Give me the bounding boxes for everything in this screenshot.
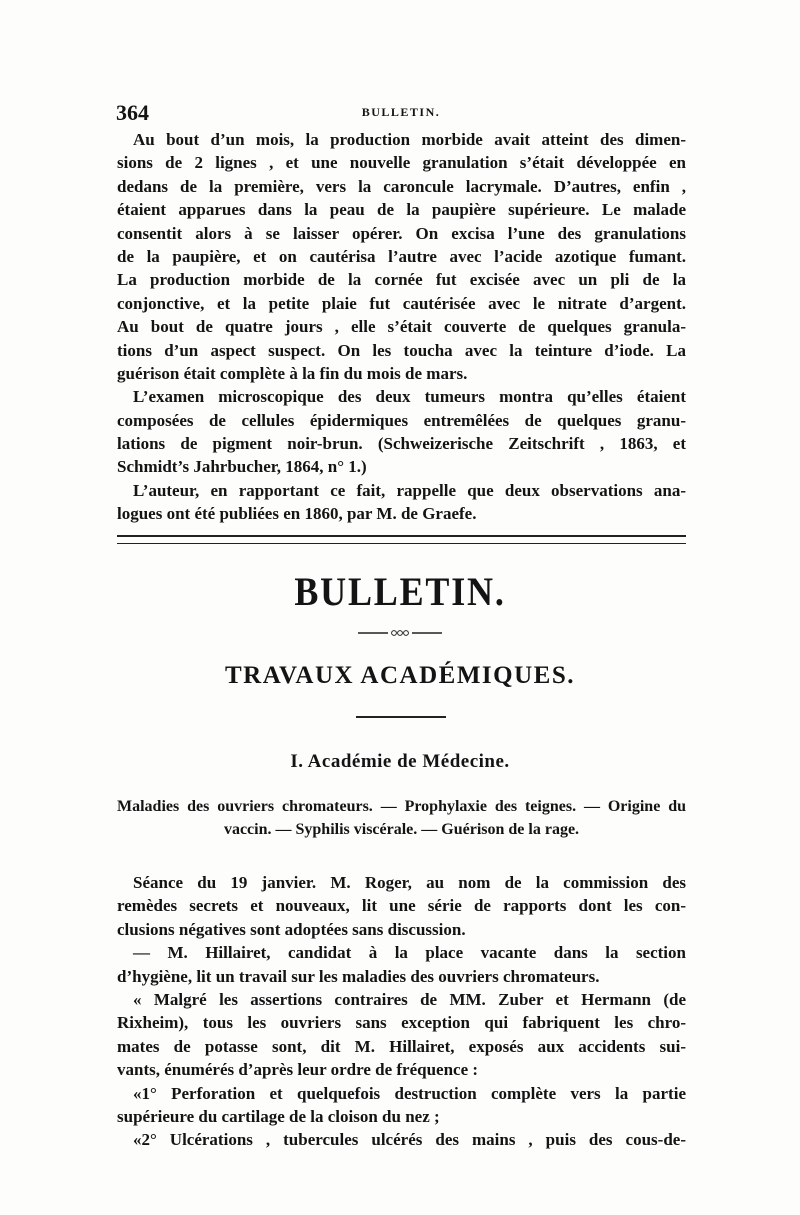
text-line: conjonctive, et la petite plaie fut cautérisée avec le nitrate d’argent. <box>117 293 686 313</box>
section-title: TRAVAUX ACADÉMIQUES. <box>225 662 575 689</box>
double-rule-divider <box>117 535 686 544</box>
text-line: Schmidt’s Jahrbucher, 1864, n° 1.) <box>117 457 367 477</box>
text-line: L’auteur, en rapportant ce fait, rappelle que deux observations ana- <box>133 480 686 500</box>
text-line: Séance du 19 janvier. M. Roger, au nom de la commission des <box>133 873 686 892</box>
text-line: d’hygiène, lit un travail sur les maladies des ouvriers chromateurs. <box>117 966 600 986</box>
text-line: supérieure du cartilage de la cloison du nez ; <box>117 1106 440 1126</box>
text-line: de la paupière, et on cautérisa l’autre avec l’acide azotique fumant. <box>117 246 686 266</box>
page-number: 364 <box>116 100 149 125</box>
running-head: BULLETIN. <box>361 105 441 119</box>
top-text-block <box>117 128 686 526</box>
text-line: «1° Perforation et quelquefois destruction complète vers la partie <box>133 1083 686 1103</box>
text-line: Au bout de quatre jours , elle s’était couverte de quelques granula- <box>117 317 686 337</box>
text-line: étaient apparues dans la peau de la paupière supérieure. Le malade <box>117 200 686 220</box>
text-line: sions de 2 lignes , et une nouvelle granulation s’était développée en <box>117 153 686 173</box>
academy-heading: I. Académie de Médecine. <box>290 751 510 772</box>
text-line: lations de pigment noir-brun. (Schweizerische Zeitschrift , 1863, et <box>117 434 686 454</box>
text-line: tions d’un aspect suspect. On les toucha avec la teinture d’iode. La <box>117 340 686 360</box>
text-line: vants, énumérés d’après leur ordre de fréquence : <box>117 1060 479 1080</box>
text-line: composées de cellules épidermiques entremêlées de quelques granu- <box>117 410 686 430</box>
text-line: — M. Hillairet, candidat à la place vacante dans la section <box>133 943 686 963</box>
text-line: guérison était complète à la fin du mois de mars. <box>117 363 468 383</box>
text-line: Rixheim), tous les ouvriers sans exception qui fabriquent les chro- <box>117 1013 686 1033</box>
text-line: «2° Ulcérations , tubercules ulcérés des mains , puis des cous-de- <box>133 1130 686 1150</box>
text-line: dedans de la première, vers la caroncule lacrymale. D’autres, enfin , <box>117 176 686 196</box>
text-line: consentit alors à se laisser opérer. On excisa l’une des granulations <box>117 223 686 243</box>
text-line: remèdes secrets et nouveaux, lit une série de rapports dont les con- <box>117 896 686 916</box>
text-line: La production morbide de la cornée fut excisée avec un pli de la <box>117 270 686 290</box>
text-line: « Malgré les assertions contraires de MM. Zuber et Hermann (de <box>133 989 686 1009</box>
subjects-line: Maladies des ouvriers chromateurs. — Prophylaxie des teignes. — Origine du <box>117 798 686 815</box>
subjects-summary <box>117 795 686 841</box>
text-line: mates de potasse sont, dit M. Hillairet, exposés aux accidents sui- <box>117 1036 686 1056</box>
bottom-text-block <box>117 871 686 1152</box>
ornament-divider <box>350 628 450 638</box>
text-line: clusions négatives sont adoptées sans discussion. <box>117 919 466 939</box>
short-rule <box>356 716 446 718</box>
bulletin-title: BULLETIN. <box>294 569 506 614</box>
text-line: Au bout d’un mois, la production morbide avait atteint des dimen- <box>133 130 686 149</box>
subjects-line: vaccin. — Syphilis viscérale. — Guérison de la rage. <box>223 821 580 838</box>
text-line: L’examen microscopique des deux tumeurs montra qu’elles étaient <box>133 387 686 407</box>
text-line: logues ont été publiées en 1860, par M. de Graefe. <box>117 504 477 524</box>
page-header <box>116 100 686 124</box>
